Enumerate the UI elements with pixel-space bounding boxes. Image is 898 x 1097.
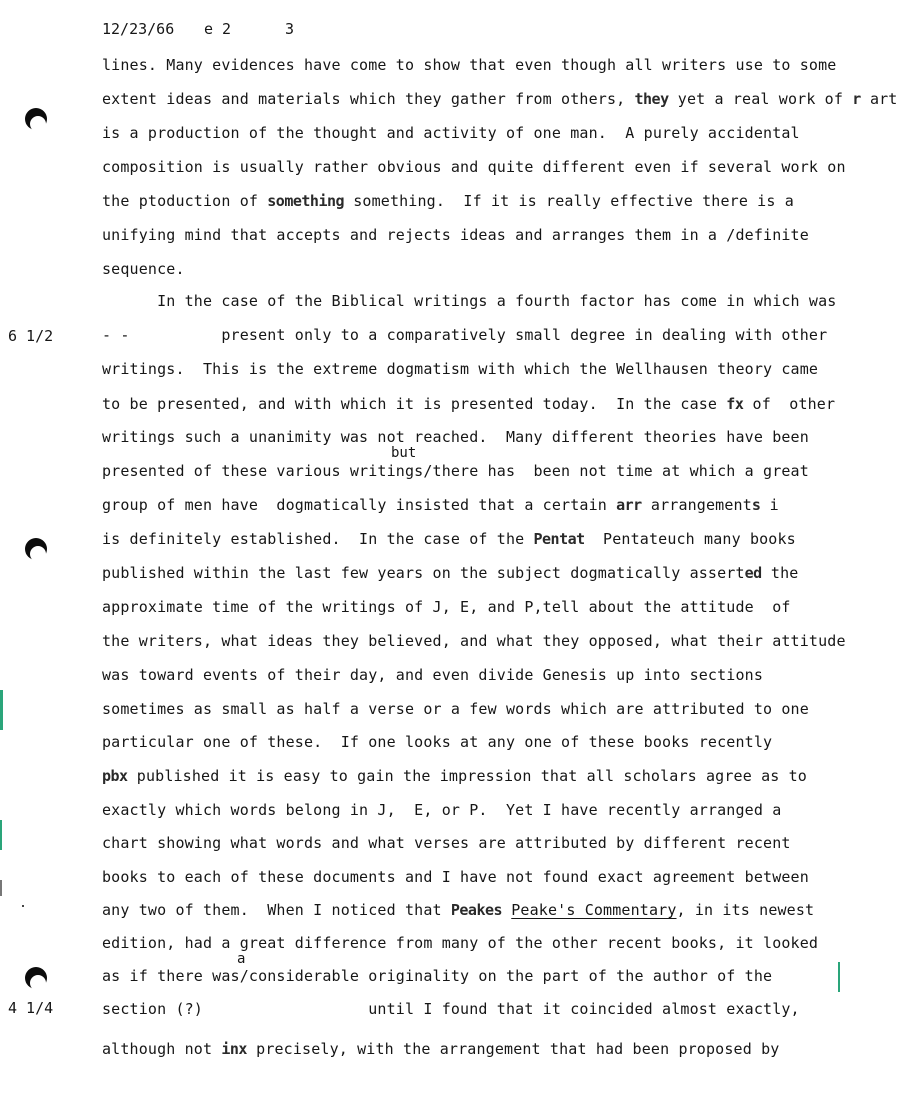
struck-out-text: pbx — [102, 767, 128, 785]
text-run — [502, 901, 511, 919]
text-line — [102, 124, 800, 142]
text-run: arrangement — [641, 496, 752, 514]
handwritten-insertion: but — [391, 445, 417, 461]
text-run: writings. This is the extreme dogmatism with which the Wellhausen theory came — [102, 360, 819, 378]
text-line — [102, 226, 809, 244]
text-line — [102, 767, 807, 785]
text-run: lines. Many evidences have come to show that even though all writers use to some — [102, 56, 837, 74]
text-line — [102, 801, 781, 819]
text-run: art — [860, 90, 898, 108]
text-run: , in its newest — [676, 901, 815, 919]
text-line — [102, 326, 827, 344]
text-run: edition, had a great difference from many of the other recent books, it looked — [102, 934, 819, 952]
text-run: presented of these various writings/there has been not time at which a great — [102, 462, 809, 480]
struck-out-text: r — [852, 90, 861, 108]
struck-out-text: fx — [726, 395, 744, 413]
text-line — [102, 292, 836, 310]
struck-out-text: Pentat — [533, 530, 585, 548]
text-run: sequence. — [102, 260, 185, 278]
text-run: approximate time of the writings of J, E, and P,tell about the attitude of — [102, 598, 791, 616]
text-line — [102, 733, 772, 751]
text-run: published within the last few years on the subject dogmatically assert — [102, 564, 745, 582]
text-line — [102, 530, 796, 548]
binder-hole-icon — [25, 108, 47, 130]
text-line — [102, 934, 818, 952]
text-line — [102, 462, 809, 480]
struck-out-text: arr — [616, 496, 642, 514]
text-line — [102, 834, 791, 852]
text-run: In the case of the Biblical writings a fourth factor has come in which was — [102, 292, 837, 310]
struck-out-text: s — [751, 496, 761, 514]
binder-hole-icon — [25, 967, 47, 989]
struck-out-text: inx — [221, 1040, 247, 1058]
text-run: the writers, what ideas they believed, and what they opposed, what their attitude — [102, 632, 846, 650]
margin-note-measure: 4 1/4 — [8, 999, 54, 1017]
text-run: extent ideas and materials which they gather from others, — [102, 90, 635, 108]
text-run: composition is usually rather obvious and quite different even if several work on — [102, 158, 846, 176]
text-run: the — [761, 564, 799, 582]
text-line — [102, 1040, 779, 1058]
struck-out-text: they — [634, 90, 669, 108]
margin-note-measure: 6 1/2 — [8, 327, 54, 345]
edge-mark — [0, 880, 2, 896]
struck-out-text: something — [267, 192, 345, 210]
text-run: sometimes as small as half a verse or a few words which are attributed to one — [102, 700, 809, 718]
text-line — [102, 598, 791, 616]
struck-out-text: Peakes — [450, 901, 503, 919]
text-line — [102, 90, 898, 108]
text-line — [102, 260, 185, 278]
edge-mark — [22, 905, 24, 907]
binder-hole-icon — [25, 538, 47, 560]
struck-out-text: ed — [744, 564, 762, 582]
text-run: precisely, with the arrangement that had been proposed by — [246, 1040, 780, 1058]
text-run: any two of them. When I noticed that — [102, 901, 451, 919]
edge-mark — [0, 690, 3, 730]
edge-mark — [0, 820, 2, 850]
underlined-title: Peake's Commentary — [511, 901, 677, 919]
text-run: to be presented, and with which it is presented today. In the case — [102, 395, 727, 413]
text-run: although not — [102, 1040, 222, 1058]
text-run: group of men have dogmatically insisted that a certain — [102, 496, 617, 514]
text-run: i — [760, 496, 779, 514]
text-line — [102, 360, 818, 378]
text-line — [102, 700, 809, 718]
text-line — [102, 1000, 800, 1018]
header-date: 12/23/66 — [102, 20, 175, 38]
text-run: exactly which words belong in J, E, or P. Yet I have recently arranged a — [102, 801, 782, 819]
text-run: the ptoduction of — [102, 192, 268, 210]
text-run: section (?) until I found that it coincided almost exactly, — [102, 1000, 800, 1018]
text-run: Pentateuch many books — [584, 530, 796, 548]
text-line — [102, 496, 779, 514]
handwritten-insertion: a — [237, 951, 246, 967]
text-line — [102, 158, 846, 176]
text-line — [102, 395, 835, 413]
text-run: particular one of these. If one looks at any one of these books recently — [102, 733, 773, 751]
text-line — [102, 901, 814, 919]
text-run: chart showing what words and what verses are attributed by different recent — [102, 834, 791, 852]
text-run: writings such a unanimity was not reached. Many different theories have been — [102, 428, 809, 446]
text-run: of other — [743, 395, 836, 413]
text-run: books to each of these documents and I have not found exact agreement between — [102, 868, 809, 886]
text-line — [102, 564, 798, 582]
text-run: published it is easy to gain the impression that all scholars agree as to — [127, 767, 807, 785]
text-line — [102, 192, 794, 210]
text-line — [102, 632, 846, 650]
text-run: as if there was/considerable originality on the part of the author of the — [102, 967, 773, 985]
text-run: yet a real work of — [668, 90, 853, 108]
text-line — [102, 666, 763, 684]
text-run: is definitely established. In the case of the — [102, 530, 534, 548]
header-series: e 2 — [204, 20, 232, 38]
text-run: - - present only to a comparatively small degree in dealing with other — [102, 326, 828, 344]
text-run: unifying mind that accepts and rejects ideas and arranges them in a /definite — [102, 226, 809, 244]
header-page-number: 3 — [285, 20, 295, 38]
text-line — [102, 967, 772, 985]
text-run: something. If it is really effective there is a — [344, 192, 794, 210]
text-run: is a production of the thought and activity of one man. A purely accidental — [102, 124, 800, 142]
text-run: was toward events of their day, and even divide Genesis up into sections — [102, 666, 764, 684]
text-line — [102, 428, 809, 446]
edge-mark — [838, 962, 840, 992]
text-line — [102, 56, 836, 74]
text-line — [102, 868, 809, 886]
